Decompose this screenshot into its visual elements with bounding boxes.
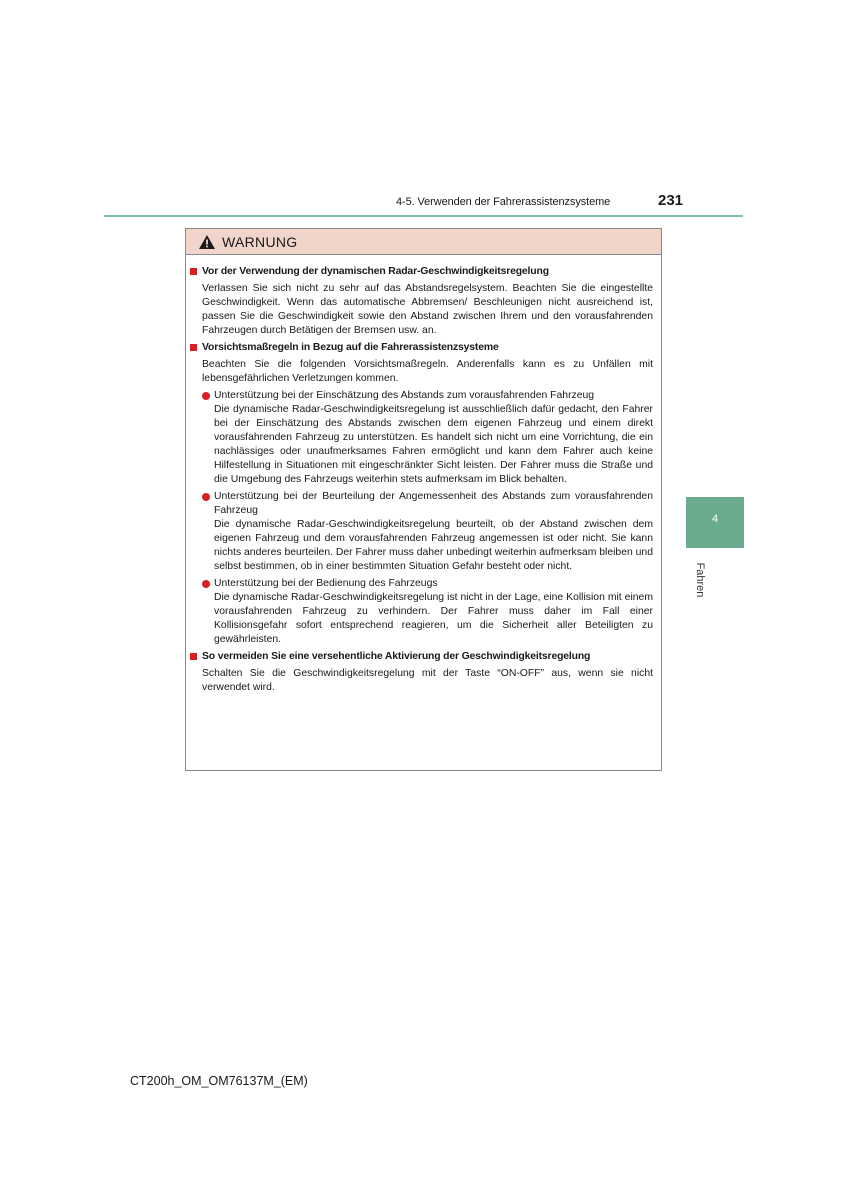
bullet-item xyxy=(190,389,653,487)
warning-title: WARNUNG xyxy=(222,233,298,250)
square-bullet-icon xyxy=(190,344,197,351)
bullet-title: Unterstützung bei der Einschätzung des Abstands zum vorausfahrenden Fahrzeug xyxy=(214,390,595,401)
page-number: 231 xyxy=(658,192,684,209)
section-heading xyxy=(190,341,653,355)
chapter-tab xyxy=(686,497,744,548)
bullet-item xyxy=(190,490,653,574)
round-bullet-icon xyxy=(202,580,210,588)
warning-triangle-icon xyxy=(198,234,216,250)
header-section-title: 4-5. Verwenden der Fahrerassistenzsysteme xyxy=(396,196,611,208)
chapter-label: Fahren xyxy=(694,562,706,598)
warning-title-bar xyxy=(186,229,661,255)
bullet-item xyxy=(190,577,653,647)
footer-document-code: CT200h_OM_OM76137M_(EM) xyxy=(130,1074,308,1088)
square-bullet-icon xyxy=(190,653,197,660)
bullet-content xyxy=(214,490,653,574)
section-heading xyxy=(190,265,653,279)
warning-body xyxy=(186,255,661,695)
section-heading-text: Vor der Verwendung der dynamischen Radar-Geschwindigkeitsregelung xyxy=(202,266,549,277)
warning-box xyxy=(185,228,662,771)
section-text: Schalten Sie die Geschwindigkeitsregelung mit der Taste “ON-OFF” aus, wenn sie nicht verwendet wird. xyxy=(202,668,653,693)
round-bullet-icon xyxy=(202,493,210,501)
round-bullet-icon xyxy=(202,392,210,400)
square-bullet-icon xyxy=(190,268,197,275)
bullet-title: Unterstützung bei der Bedienung des Fahrzeugs xyxy=(214,578,438,589)
bullet-content xyxy=(214,389,653,487)
chapter-number: 4 xyxy=(711,513,719,525)
section-heading xyxy=(190,650,653,664)
section-heading-text: Vorsichtsmaßregeln in Bezug auf die Fahrerassistenzsysteme xyxy=(202,342,499,353)
bullet-title: Unterstützung bei der Beurteilung der Angemessenheit des Abstands zum vorausfahrenden Fahrzeug xyxy=(214,491,653,516)
bullet-content xyxy=(214,577,653,647)
section-text: Beachten Sie die folgenden Vorsichtsmaßregeln. Anderenfalls kann es zu Unfällen mit lebensgefährlichen Verletzungen kommen. xyxy=(202,359,653,384)
bullet-text: Die dynamische Radar-Geschwindigkeitsregelung ist nicht in der Lage, eine Kollision mit einem vorausfahrenden Fahrzeug zu verhindern. Der Fahrer muss daher im Fall einer Kollisionsgefahr sofort entsprechend reagieren, um die Sicherheit aller Beteiligten zu gewährleisten. xyxy=(214,592,653,645)
section-heading-text: So vermeiden Sie eine versehentliche Aktivierung der Geschwindigkeitsregelung xyxy=(202,651,591,662)
bullet-text: Die dynamische Radar-Geschwindigkeitsregelung beurteilt, ob der Abstand zwischen dem eigenen Fahrzeug und dem vorausfahrenden Fahrzeug angemessen ist oder nicht. Sie kann nichts anderes beurteilen. Der Fahrer muss daher unbedingt weiterhin aufmerksam bleiben und selbst bestimmen, ob in einer bestimmten Situation Gefahr besteht oder nicht. xyxy=(214,519,653,572)
bullet-text: Die dynamische Radar-Geschwindigkeitsregelung ist ausschließlich dafür gedacht, den Fahrer bei der Einschätzung des Abstands zwischen dem eigenen Fahrzeug und einem direkt vorausfahrenden Fahrzeug zu unterstützen. Es handelt sich nicht um eine Vorrichtung, die ein nachlässiges oder unaufmerksames Fahren ermöglicht und kann dem Fahrer auch keine Hilfestellung in Situationen mit eingeschränkter Sicht leisten. Der Fahrer muss die Straße und die Umgebung des Fahrzeugs weiterhin stets aufmerksam im Blick behalten. xyxy=(214,404,653,485)
header-divider xyxy=(104,215,743,217)
section-text: Verlassen Sie sich nicht zu sehr auf das Abstandsregelsystem. Beachten Sie die eingestellte Geschwindigkeit. Wenn das automatische Abbremsen/ Beschleunigen nicht ausreichend ist, passen Sie die Geschwindigkeit sowie den Abstand zwischen Ihrem und den vorausfahrenden Fahrzeugen durch Betätigen der Bremsen usw. an. xyxy=(202,283,653,336)
